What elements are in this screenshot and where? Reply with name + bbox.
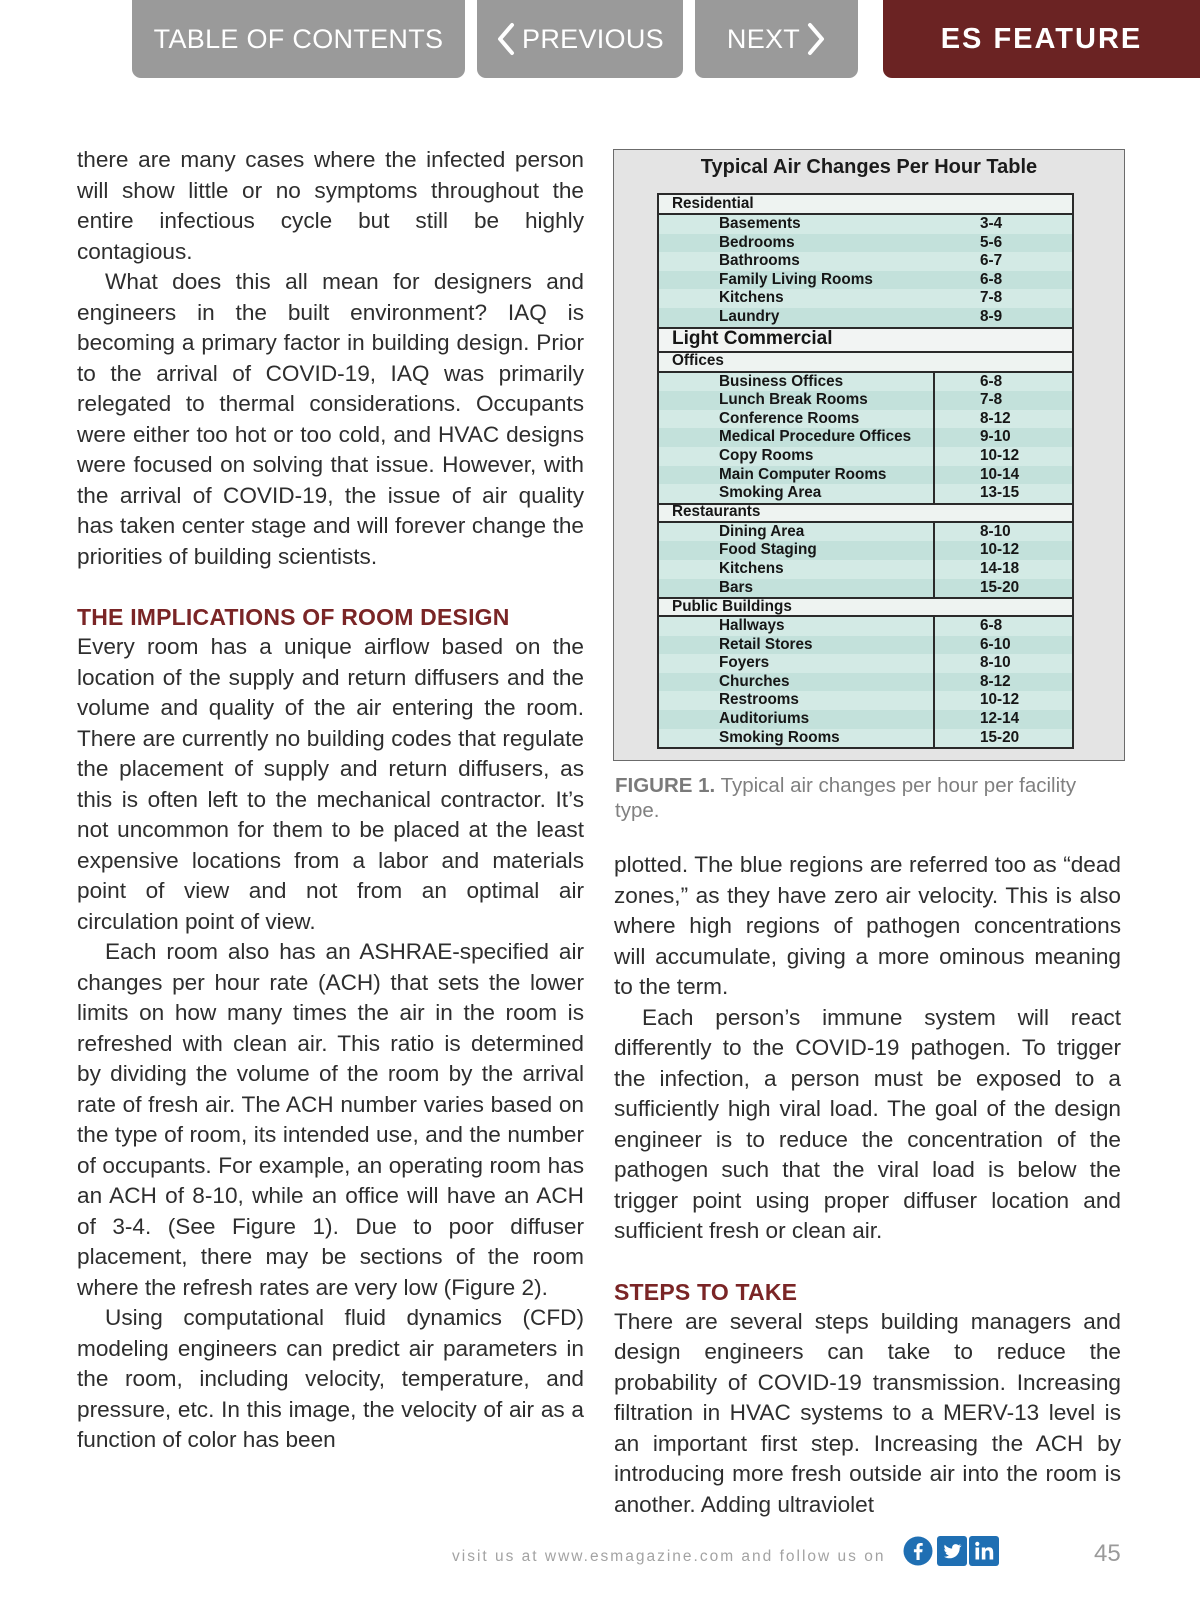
figure-caption-text: Typical air changes per hour per facility type.: [615, 774, 1077, 822]
ach-value: 8-12: [980, 409, 1011, 427]
paragraph: There are several steps building managers and design engineers can take to reduce the probability of COVID-19 transmission. Increasing filtration in HVAC systems to a MERV-13 level is an important first step. Increasing the ACH by introducing more fresh outside air into the room is another. Adding ultraviolet: [614, 1308, 1121, 1517]
paragraph: Each person’s immune system will react differently to the COVID-19 pathogen. To trigger the infection, a person must be exposed to a sufficiently high viral load. The goal of the design engineer is to reduce the concentration of the pathogen such that the viral load is below the trigger point using proper diffuser location and sufficient fresh or clean air.: [614, 1004, 1121, 1243]
ach-value: 12-14: [980, 710, 1020, 728]
table-row: [659, 484, 1072, 503]
linkedin-icon[interactable]: [969, 1536, 999, 1566]
room-type: Auditoriums: [659, 710, 935, 729]
ach-value: 8-9: [980, 307, 1003, 325]
room-type: Smoking Area: [659, 484, 935, 503]
previous-label: PREVIOUS: [522, 23, 664, 54]
twitter-icon[interactable]: [937, 1536, 967, 1566]
chevron-right-icon: [806, 22, 826, 56]
table-category: [659, 195, 1072, 215]
ach-value: 6-7: [980, 252, 1003, 270]
table-row: [659, 373, 1072, 392]
room-type: Bathrooms: [719, 252, 800, 270]
restaurants-rows: [659, 523, 1072, 597]
room-type: Retail Stores: [659, 636, 935, 655]
room-type: Foyers: [659, 654, 935, 673]
previous-button[interactable]: [477, 0, 683, 78]
room-type: Smoking Rooms: [659, 729, 935, 748]
room-type: Family Living Rooms: [719, 270, 873, 288]
category-label: Offices: [672, 352, 724, 370]
ach-value: 6-8: [980, 372, 1003, 390]
table-row: [659, 428, 1072, 447]
ach-value: 10-14: [980, 465, 1020, 483]
section-heading: STEPS TO TAKE: [614, 1278, 798, 1305]
table-row: [659, 466, 1072, 485]
table-row: [659, 729, 1072, 748]
room-type: Copy Rooms: [659, 447, 935, 466]
table-row: [659, 579, 1072, 598]
ach-value: 13-15: [980, 484, 1020, 502]
ach-value: 8-12: [980, 672, 1011, 690]
category-label: Public Buildings: [672, 597, 792, 615]
table-category: [659, 353, 1072, 373]
table-row: [659, 523, 1072, 542]
table-row: [659, 447, 1072, 466]
room-type: Bedrooms: [719, 233, 795, 251]
figure-title: Typical Air Changes Per Hour Table: [700, 156, 1038, 178]
section-label: ES FEATURE: [940, 22, 1143, 55]
table-row: [659, 410, 1072, 429]
page-number: 45: [1094, 1540, 1121, 1567]
table-row: [659, 234, 1072, 253]
room-type: Laundry: [719, 307, 780, 325]
room-type: Kitchens: [719, 289, 784, 307]
paragraph: Using computational fluid dynamics (CFD) modeling engineers can predict air parameters in the room, including velocity, temperature, and pressure, etc. In this image, the velocity of air as a function of color has been: [77, 1305, 584, 1452]
air-changes-table: [657, 193, 1074, 749]
table-row: [659, 673, 1072, 692]
next-label: NEXT: [726, 23, 801, 54]
ach-value: 7-8: [980, 391, 1003, 409]
table-row: [659, 215, 1072, 234]
room-type: Hallways: [659, 617, 935, 636]
room-type: Basements: [719, 215, 801, 232]
paragraph: Each room also has an ASHRAE-specified air changes per hour rate (ACH) that sets the lower limits on how many times the air in the room is refreshed with clean air. This ratio is determined by dividing the volume of the room by the arrival rate of fresh air. The ACH number varies based on the type of room, its intended use, and the number of occupants. For example, an operating room has an ACH of 8-10, while an office will have an ACH of 3-4. (See Figure 1). Due to poor diffuser placement, there may be sections of the room where the refresh rates are very low (Figure 2).: [77, 939, 584, 1300]
table-of-contents-label: TABLE OF CONTENTS: [153, 23, 444, 54]
figure-1-image: [613, 149, 1125, 761]
paragraph: Every room has a unique airflow based on the location of the supply and return diffusers and the volume and quality of the air entering the room. There are currently no building codes that regulate the placement of supply and return diffusers, as this is often left to the mechanical contractor. It’s not uncommon for them to be placed at the least expensive locations from a labor and materials point of view and not from an optimal air circulation point of view.: [77, 634, 584, 934]
table-row: [659, 391, 1072, 410]
ach-value: 10-12: [980, 691, 1020, 709]
table-row: [659, 541, 1072, 560]
room-type: Kitchens: [659, 560, 935, 579]
table-row: [659, 710, 1072, 729]
ach-value: 15-20: [980, 728, 1020, 746]
room-type: Bars: [659, 579, 935, 598]
table-row: [659, 560, 1072, 579]
ach-value: 10-12: [980, 541, 1020, 559]
room-type: Medical Procedure Offices: [659, 428, 935, 447]
figure-caption-label: FIGURE 1.: [615, 774, 716, 797]
public-buildings-rows: [659, 617, 1072, 747]
table-row: [659, 289, 1072, 308]
ach-value: 9-10: [980, 428, 1011, 446]
room-type: Lunch Break Rooms: [659, 391, 935, 410]
footer-text: visit us at www.esmagazine.com and follow us on: [452, 1548, 886, 1565]
category-label: Light Commercial: [672, 328, 833, 350]
ach-value: 5-6: [980, 233, 1003, 251]
table-row: [659, 617, 1072, 636]
ach-value: 7-8: [980, 289, 1003, 307]
room-type: Restrooms: [659, 691, 935, 710]
ach-value: 3-4: [980, 215, 1003, 232]
paragraph: there are many cases where the infected person will show little or no symptoms throughout the entire infectious cycle but still be highly contagious.: [77, 147, 584, 264]
table-row: [659, 271, 1072, 290]
ach-value: 6-8: [980, 617, 1003, 635]
offices-rows: [659, 373, 1072, 503]
ach-value: 6-10: [980, 635, 1011, 653]
room-type: Conference Rooms: [659, 410, 935, 429]
table-category: [659, 597, 1072, 617]
section-heading: THE IMPLICATIONS OF ROOM DESIGN: [77, 604, 510, 630]
room-type: Business Offices: [659, 373, 935, 392]
table-category: [659, 503, 1072, 523]
ach-value: 6-8: [980, 270, 1003, 288]
room-type: Main Computer Rooms: [659, 466, 935, 485]
next-button[interactable]: [695, 0, 858, 78]
category-label: Residential: [672, 194, 754, 212]
section-tab: [883, 0, 1200, 78]
table-row: [659, 308, 1072, 327]
table-row: [659, 691, 1072, 710]
ach-value: 8-10: [980, 522, 1011, 540]
ach-value: 14-18: [980, 559, 1020, 577]
left-text-column: [77, 145, 584, 1456]
ach-value: 15-20: [980, 578, 1020, 596]
paragraph: plotted. The blue regions are referred too as “dead zones,” as they have zero air velocity. This is also where high regions of pathogen concentrations will accumulate, giving a more ominous meaning to the term.: [614, 852, 1121, 999]
room-type: Dining Area: [659, 523, 935, 542]
figure-caption: [615, 773, 1115, 823]
room-type: Food Staging: [659, 541, 935, 560]
paragraph: What does this all mean for designers and engineers in the built environment? IAQ is becoming a primary factor in building design. Prior to the arrival of COVID-19, IAQ was primarily relegated to thermal considerations. Occupants were either too hot or too cold, and HVAC designs were focused on solving that issue. However, with the arrival of COVID-19, the issue of air quality has taken center stage and will forever change the priorities of building scientists.: [77, 269, 584, 569]
chevron-left-icon: [496, 22, 516, 56]
table-row: [659, 252, 1072, 271]
right-text-column: [614, 850, 1121, 1520]
residential-rows: [659, 215, 1072, 327]
ach-value: 10-12: [980, 446, 1020, 464]
category-label: Restaurants: [672, 503, 761, 521]
table-row: [659, 636, 1072, 655]
room-type: Churches: [659, 673, 935, 692]
table-major-category: [659, 327, 1072, 353]
facebook-icon[interactable]: [903, 1536, 933, 1566]
table-of-contents-button[interactable]: [132, 0, 465, 78]
table-row: [659, 654, 1072, 673]
ach-value: 8-10: [980, 654, 1011, 672]
